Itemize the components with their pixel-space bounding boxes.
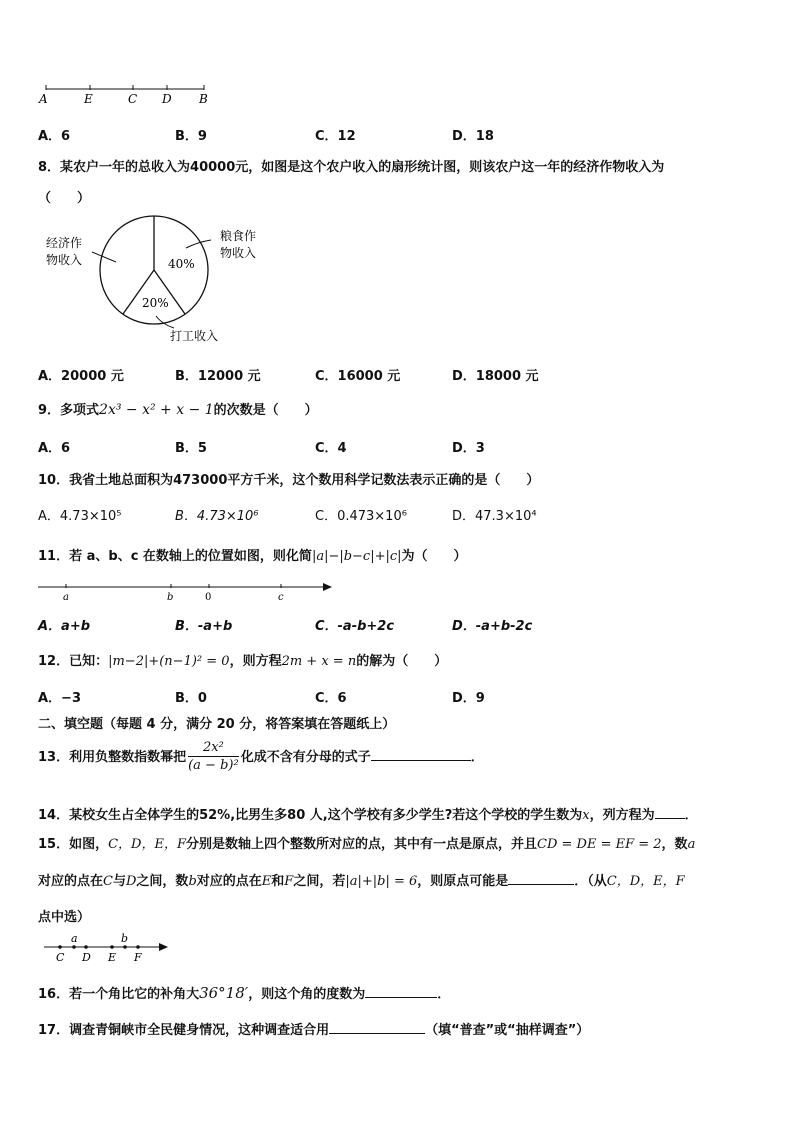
q14-answer-blank[interactable]	[655, 806, 685, 819]
q13-end: ．	[470, 750, 484, 765]
q7-option-b: B．9	[175, 129, 207, 144]
q15-answer-blank[interactable]	[508, 872, 574, 885]
section-2-heading: 二、填空题（每题 4 分，满分 20 分，将答案填在答题纸上）	[38, 717, 396, 732]
q8-label-work: 打工收入	[170, 329, 219, 343]
q10-option-d: D．47.3×10⁴	[452, 509, 537, 524]
q15-text-2b: 与	[112, 874, 126, 889]
q10-option-a: A．4.73×10⁵	[38, 509, 122, 524]
q15-text-1a: 15．如图，	[38, 837, 109, 852]
q15-number-line	[40, 931, 180, 965]
q15-var-b: b	[188, 874, 197, 889]
q16-answer-blank[interactable]	[365, 985, 437, 998]
q8-pct-grain: 40%	[168, 257, 195, 271]
q11-option-a: A．a+b	[38, 619, 91, 634]
q15-axis-c: C	[56, 951, 65, 964]
q7-option-a: A．6	[38, 129, 71, 144]
q11-number-line	[36, 578, 336, 604]
q15-text-2g: 和	[271, 874, 285, 889]
q11-axis-c: c	[278, 592, 284, 603]
q11-axis-b: b	[167, 592, 174, 603]
q11-suffix: 为（ ）	[401, 549, 467, 564]
q15-axis-f: F	[134, 951, 142, 964]
q13-line	[38, 740, 484, 775]
q16-angle: 36°18′	[199, 984, 249, 1002]
q17-suffix: （填“普查”或“抽样调查”）	[425, 1023, 590, 1038]
q15-points-choice: C，D，E，F	[606, 874, 685, 889]
q7-label-e: E	[84, 92, 93, 106]
q12-option-d: D．9	[452, 691, 485, 706]
q9-option-c: C．4	[315, 441, 347, 456]
q15-line-1	[38, 833, 695, 852]
q13-prefix: 13．利用负整数指数幂把	[38, 750, 187, 765]
q7-segment-figure	[36, 82, 226, 108]
q7-option-c: C．12	[315, 129, 356, 144]
q13-denominator: (a − b)²	[188, 758, 239, 773]
q15-pt-f: F	[284, 874, 294, 889]
q15-text-1c: ，数	[661, 837, 688, 852]
q16-end: ．	[437, 987, 451, 1002]
q15-equation-1: CD = DE = EF = 2	[537, 837, 662, 852]
q15-equation-2: |a|+|b| = 6	[345, 874, 418, 889]
q14-text: 14．某校女生占全体学生的52%,比男生多80 人,这个学校有多少学生?若这个学校的学生数为	[38, 808, 583, 823]
q15-var-a: a	[687, 837, 696, 852]
q8-option-b: B．12000 元	[175, 369, 261, 384]
q7-label-a: A	[39, 92, 48, 106]
q9-option-a: A．6	[38, 441, 71, 456]
q8-option-d: D．18000 元	[452, 369, 539, 384]
q14-line	[38, 804, 698, 823]
q13-fraction	[188, 740, 239, 775]
q15-text-2e: 之间，数	[136, 874, 189, 889]
q16-suffix: ，则这个角的度数为	[248, 987, 366, 1002]
q14-end: ．	[684, 808, 698, 823]
q9-suffix: 的次数是（ ）	[213, 403, 318, 418]
q15-pt-d: D	[125, 874, 137, 889]
q17-answer-blank[interactable]	[329, 1021, 425, 1034]
q12-prefix: 12．已知：	[38, 654, 109, 669]
q12-suffix: 的解为（ ）	[356, 654, 448, 669]
q15-axis-e: E	[108, 951, 117, 964]
q9-expression: 2x³ − x² + x − 1	[99, 402, 214, 418]
q12-expression-2: 2m + x = n	[281, 654, 357, 669]
q9-option-d: D．3	[452, 441, 485, 456]
q8-text: 8．某农户一年的总收入为40000元，如图是这个农户收入的扇形统计图，则该农户这一年的经济作物收入为	[38, 160, 665, 175]
q12-middle: ，则方程	[229, 654, 282, 669]
q12-line	[38, 650, 447, 669]
q8-option-c: C．16000 元	[315, 369, 401, 384]
q16-prefix: 16．若一个角比它的补角大	[38, 987, 200, 1002]
q11-option-d: D．-a+b-2c	[452, 619, 533, 634]
q15-pt-e: E	[261, 874, 272, 889]
q7-label-b: B	[199, 92, 208, 106]
q17-line	[38, 1019, 589, 1038]
q11-prefix: 11．若 a、b、c 在数轴上的位置如图，则化简	[38, 549, 312, 564]
q8-label-econ-2: 物收入	[46, 253, 83, 267]
q11-axis-zero: 0	[205, 592, 212, 603]
q15-text-1b: 分别是数轴上四个整数所对应的点，其中有一点是原点，并且	[185, 837, 537, 852]
q15-points: C，D，E，F	[108, 837, 186, 852]
q12-option-b: B．0	[175, 691, 207, 706]
q8-label-grain-1: 粮食作	[220, 229, 257, 243]
q14-suffix: ，列方程为	[589, 808, 655, 823]
q8-option-a: A．20000 元	[38, 369, 124, 384]
q15-line-3: 点中选）	[38, 910, 91, 925]
q15-text-2a: 对应的点在	[38, 874, 104, 889]
q15-text-2h: 之间，若	[293, 874, 346, 889]
q15-line-2	[38, 870, 685, 889]
q10-option-b: B．4.73×10⁶	[175, 509, 259, 524]
q13-answer-blank[interactable]	[371, 748, 471, 761]
q12-option-c: C．6	[315, 691, 347, 706]
q12-option-a: A．−3	[38, 691, 81, 706]
q9-option-b: B．5	[175, 441, 207, 456]
q14-var: x	[582, 808, 590, 823]
q12-expression-1: |m−2|+(n−1)² = 0	[108, 654, 230, 669]
q15-text-2i: ，则原点可能是	[417, 874, 509, 889]
q15-text-2f: 对应的点在	[196, 874, 262, 889]
q11-axis-a: a	[63, 592, 69, 603]
q15-pt-c: C	[103, 874, 113, 889]
q10-text: 10．我省土地总面积为473000平方千米，这个数用科学记数法表示正确的是（ ）	[38, 473, 540, 488]
q8-pct-work: 20%	[142, 296, 169, 310]
q8-paren: （ ）	[38, 191, 91, 206]
q11-option-c: C．-a-b+2c	[315, 619, 395, 634]
q15-axis-b: b	[121, 932, 129, 945]
q8-pie-chart	[36, 212, 276, 346]
q8-label-econ-1: 经济作	[46, 236, 83, 250]
q15-axis-d: D	[82, 951, 91, 964]
q7-option-d: D．18	[452, 129, 494, 144]
q15-axis-a: a	[71, 932, 78, 945]
q11-expression: |a|−|b−c|+|c|	[311, 549, 402, 564]
q11-line	[38, 545, 467, 564]
q13-suffix: 化成不含有分母的式子	[240, 750, 371, 765]
q8-label-grain-2: 物收入	[220, 246, 257, 260]
q9-prefix: 9．多项式	[38, 403, 100, 418]
q9-line	[38, 399, 318, 418]
q11-option-b: B．-a+b	[175, 619, 233, 634]
q15-text-2j: ．（从	[574, 874, 607, 889]
q16-line	[38, 983, 450, 1002]
q7-label-c: C	[128, 92, 138, 106]
q17-prefix: 17．调查青铜峡市全民健身情况，这种调查适合用	[38, 1023, 330, 1038]
q13-numerator: 2x²	[188, 740, 239, 757]
q10-option-c: C．0.473×10⁶	[315, 509, 407, 524]
q7-label-d: D	[162, 92, 172, 106]
